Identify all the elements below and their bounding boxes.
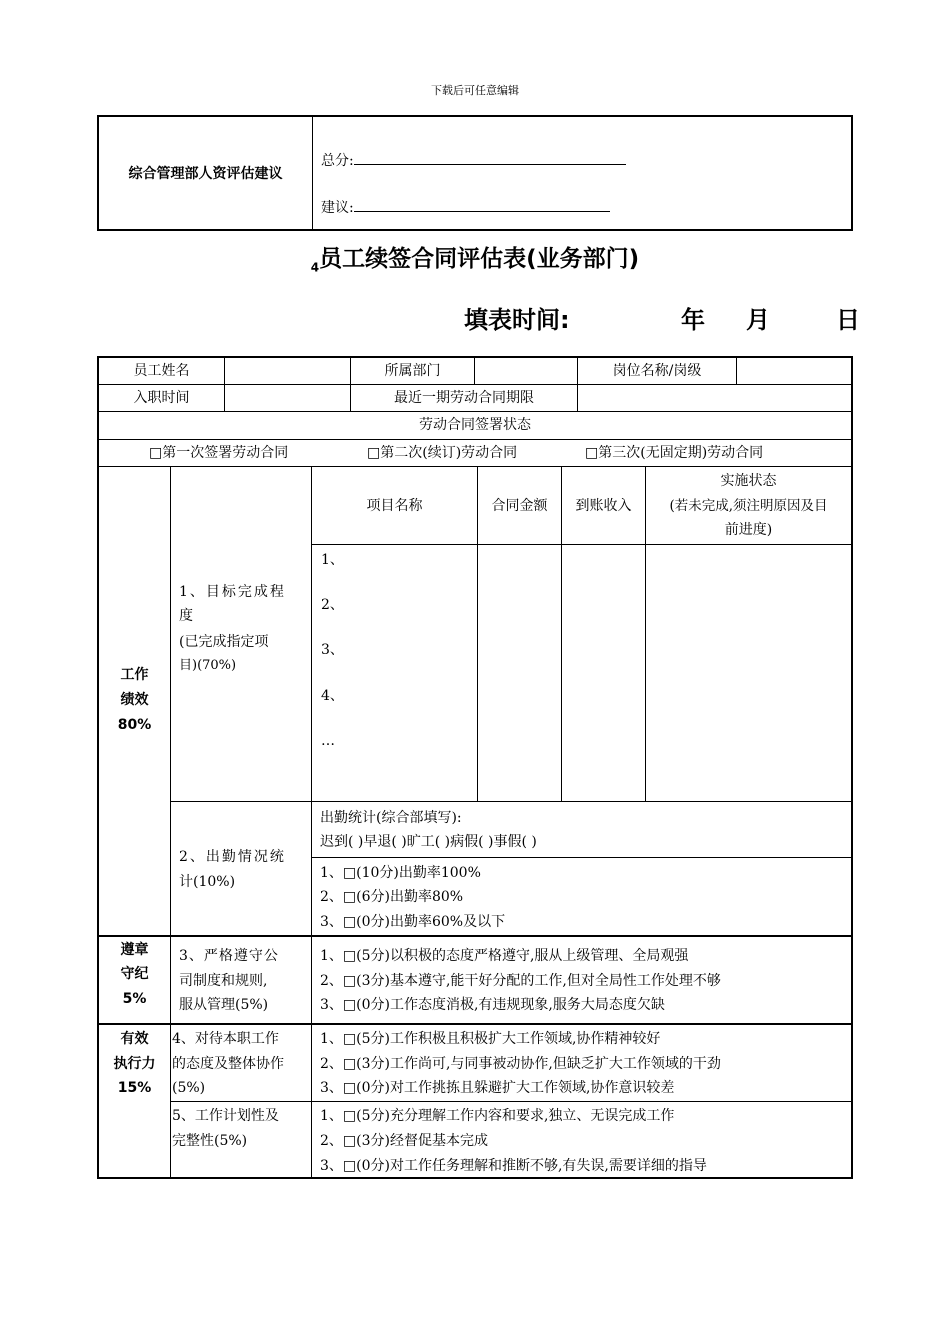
item5-score-1[interactable]: 1、□(5分)充分理解工作内容和要求,独立、无误完成工作 <box>320 1108 675 1124</box>
fill-time-label: 填表时间: <box>464 306 570 334</box>
project-row-3[interactable]: 3、 <box>321 642 344 658</box>
suggestion-label: 建议: <box>321 200 354 216</box>
col-status-3: 前进度) <box>724 522 773 538</box>
compliance-category-1: 遵章 <box>120 942 149 958</box>
department-input[interactable] <box>475 359 577 383</box>
compliance-score-3[interactable]: 3、□(0分)工作态度消极,有违规现象,服务大局态度欠缺 <box>320 997 665 1013</box>
item5-score-3[interactable]: 3、□(0分)对工作任务理解和推断不够,有失误,需要详细的指导 <box>320 1158 707 1174</box>
item4-score-1[interactable]: 1、□(5分)工作积极且积极扩大工作领域,协作精神较好 <box>320 1031 661 1047</box>
form-title <box>0 240 950 275</box>
compliance-score-1[interactable]: 1、□(5分)以积极的态度严格遵守,服从上级管理、全局观强 <box>320 948 689 964</box>
fill-month: 月 <box>746 306 770 334</box>
item5-label-2: 完整性(5%) <box>172 1133 248 1149</box>
hire-date-input[interactable] <box>225 386 350 410</box>
attendance-fields[interactable]: 迟到( )早退( )旷工( )病假( )事假( ) <box>320 834 537 850</box>
item4-score-3[interactable]: 3、□(0分)对工作挑拣且躲避扩大工作领域,协作意识较差 <box>320 1080 675 1096</box>
compliance-label-3: 服从管理(5%) <box>179 997 269 1013</box>
header-note: 下载后可任意编辑 <box>431 84 519 97</box>
item1-label-1: 1、目标完成程 <box>179 584 286 600</box>
item2-label-2: 计(10%) <box>179 874 236 890</box>
item5-label-1: 5、工作计划性及 <box>172 1108 279 1124</box>
hr-assessment-label: 综合管理部人资评估建议 <box>99 117 313 229</box>
hire-date-label: 入职时间 <box>133 390 190 406</box>
hr-assessment-box <box>97 115 853 231</box>
compliance-label-2: 司制度和规则, <box>179 973 268 989</box>
col-status-2: (若未完成,须注明原因及目 <box>669 498 828 514</box>
performance-category-1: 工作 <box>120 667 149 683</box>
compliance-category-2: 守纪 <box>120 966 149 982</box>
attendance-score-3[interactable]: 3、□(0分)出勤率60%及以下 <box>320 914 506 930</box>
compliance-score-2[interactable]: 2、□(3分)基本遵守,能干好分配的工作,但对全局性工作处理不够 <box>320 973 721 989</box>
contract-option-first[interactable]: □第一次签署劳动合同 <box>149 445 289 461</box>
item4-label-1: 4、对待本职工作 <box>172 1031 279 1047</box>
last-contract-label: 最近一期劳动合同期限 <box>394 390 534 406</box>
item4-label-2: 的态度及整体协作 <box>172 1056 284 1072</box>
item1-label-4: 目)(70%) <box>179 658 237 673</box>
project-row-1[interactable]: 1、 <box>321 552 344 568</box>
performance-category-3: 80% <box>117 717 152 733</box>
attendance-score-1[interactable]: 1、□(10分)出勤率100% <box>320 865 481 881</box>
item5-score-2[interactable]: 2、□(3分)经督促基本完成 <box>320 1133 488 1149</box>
contract-option-second[interactable]: □第二次(续订)劳动合同 <box>367 445 518 461</box>
col-project-name: 项目名称 <box>366 498 423 514</box>
execution-category-2: 执行力 <box>113 1056 156 1072</box>
title-prefix: 4 <box>310 260 320 275</box>
employee-name-label: 员工姓名 <box>133 363 190 379</box>
department-label: 所属部门 <box>384 363 441 379</box>
project-row-2[interactable]: 2、 <box>321 597 344 613</box>
item4-score-2[interactable]: 2、□(3分)工作尚可,与同事被动协作,但缺乏扩大工作领域的干劲 <box>320 1056 721 1072</box>
contract-status-heading: 劳动合同签署状态 <box>419 417 531 433</box>
col-status-1: 实施状态 <box>720 473 777 489</box>
fill-day: 日 <box>836 306 860 334</box>
total-score-field[interactable] <box>321 150 626 170</box>
col-received: 到账收入 <box>575 498 632 514</box>
fill-year: 年 <box>681 306 705 334</box>
suggestion-field[interactable] <box>321 197 610 217</box>
execution-category-1: 有效 <box>120 1031 149 1047</box>
total-score-blank[interactable] <box>354 150 626 165</box>
compliance-category-3: 5% <box>122 991 147 1007</box>
position-input[interactable] <box>737 359 851 383</box>
performance-category-2: 绩效 <box>120 692 149 708</box>
suggestion-blank[interactable] <box>354 197 610 212</box>
item1-label-3: (已完成指定项 <box>179 634 269 650</box>
contract-option-third[interactable]: □第三次(无固定期)劳动合同 <box>585 445 764 461</box>
project-row-4[interactable]: 4、 <box>321 688 344 704</box>
employee-name-input[interactable] <box>225 359 350 383</box>
col-contract-amount: 合同金额 <box>491 498 548 514</box>
position-label: 岗位名称/岗级 <box>612 363 702 379</box>
project-row-5[interactable]: … <box>321 733 335 749</box>
item2-label-1: 2、出勤情况统 <box>179 849 286 865</box>
title-text: 员工续签合同评估表(业务部门) <box>319 246 640 272</box>
total-score-label: 总分: <box>321 153 354 169</box>
execution-category-3: 15% <box>117 1080 152 1096</box>
attendance-title: 出勤统计(综合部填写): <box>320 810 462 826</box>
item4-label-3: (5%) <box>172 1080 206 1096</box>
item1-label-2: 度 <box>179 608 193 624</box>
attendance-score-2[interactable]: 2、□(6分)出勤率80% <box>320 889 464 905</box>
compliance-label-1: 3、严格遵守公 <box>179 948 279 964</box>
evaluation-table <box>97 356 853 1179</box>
last-contract-input[interactable] <box>578 386 851 410</box>
